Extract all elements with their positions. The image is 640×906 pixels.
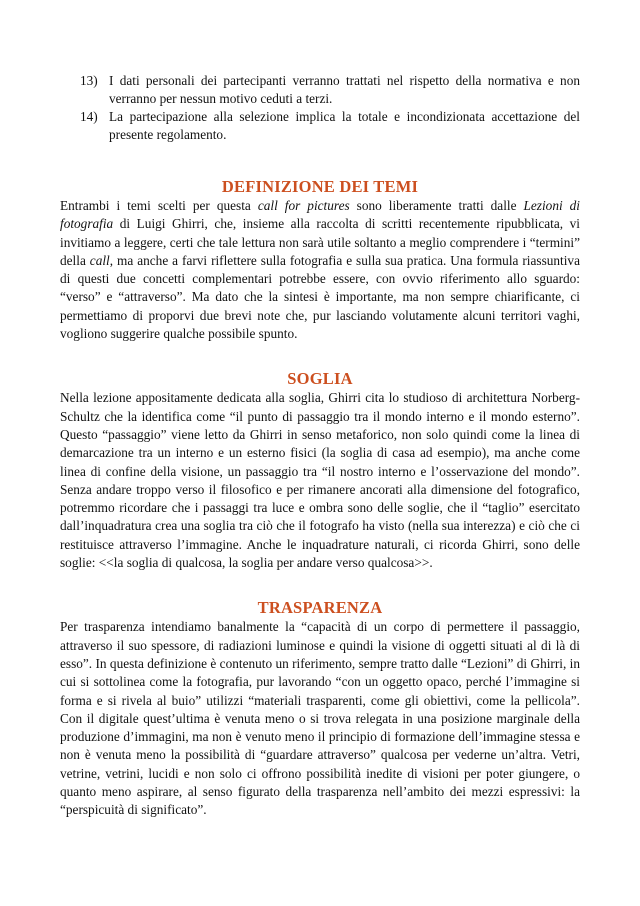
trasparenza-paragraph: Per trasparenza intendiamo banalmente la “capacità di un corpo di permettere il passaggio, attraverso il suo spessore, di radiazioni luminose e quindi la visione di oggetti situati al di là di esso”. In questa definizione è contenuto un riferimento, sempre tratto dalle “Lezioni” di Ghirri, in cui si sottolinea come la fotografia, pur lavorando “con un oggetto opaco, perché l’immagine si forma e si rivela al buio” utilizzi “materiali trasparenti, come gli obiettivi, come la pellicola”. Con il digitale quest’ultima è venuta meno o si trova relegata in una posizione marginale della produzione d’immagini, ma non è venuto meno il principio di formazione dell’immagine stessa e non è venuta meno la possibilità di “guardare attraverso” qualcosa per vederne un’altra. Vetri, vetrine, vetrini, lucidi e non solo ci offrono possibilità inedite di visioni per poter giungere, o quanto meno aspirare, al senso figurato della trasparenza nell’ambito dei mezzi espressivi: la “perspicuità di significato”. [60,619,580,818]
rules-list [60,72,580,144]
document-page [60,72,580,820]
definizione-paragraph [60,197,580,343]
italic-run: Lezioni di fotografia [60,198,581,232]
text-run: sono liberamente tratti dalle [349,198,524,213]
list-item-number: 14) [80,109,98,124]
text-run: di Luigi Ghirri, che, insieme alla raccolta di scritti recentemente ripubblicata, vi invitiamo a leggere, certi che tale lettura non sarà utile soltanto a meglio comprendere i “termini” della [60,216,580,268]
text-run: Entrambi i temi scelti per questa [60,198,258,213]
section-heading-soglia: SOGLIA [287,369,353,389]
list-item [60,108,580,144]
list-item-number: 13) [80,73,98,88]
text-run: , ma anche a farvi riflettere sulla fotografia e sulla sua pratica. Una formula riassuntiva di questi due concetti complementari potrebbe essere, con ovvio riferimento allo sguardo: “verso” e “attraverso”. Ma dato che la sintesi è importante, ma non sempre chiarificante, ci permettiamo di proporvi due brevi note che, pur lasciando volutamente alcuni territori vaghi, vogliono suggerire qualche possibile spunto. [60,252,580,342]
italic-run: call [89,252,110,268]
italic-run: call for pictures [257,198,350,213]
list-item-text: La partecipazione alla selezione implica la totale e incondizionata accettazione del presente regolamento. [109,109,580,142]
section-heading-definizione: DEFINIZIONE DEI TEMI [221,177,419,196]
list-item-text: I dati personali dei partecipanti verranno trattati nel rispetto della normativa e non verranno per nessun motivo ceduti a terzi. [109,73,580,106]
list-item [60,72,580,108]
soglia-paragraph: Nella lezione appositamente dedicata alla soglia, Ghirri cita lo studioso di architettura Norberg-Schultz che la identifica come “il punto di passaggio tra il mondo interno e il mondo esterno”. Questo “passaggio” viene letto da Ghirri in senso metaforico, non solo quindi come la linea di demarcazione tra un interno e un esterno fisici (la soglia di casa ad esempio), ma anche come linea di confine della visione, un passaggio tra “il nostro interno e l’osservazione del mondo”. Senza andare troppo verso il filosofico e per rimanere ancorati alla dimensione del fotografico, potremmo ricordare che i passaggi tra luce e ombra sono delle soglie, che il “taglio” esercitato dall’inquadratura crea una soglia tra ciò che il fotografo ha visto (nella sua interezza) e ciò che ci restituisce attraverso l’immagine. Anche le inquadrature naturali, ci ricorda Ghirri, sono delle soglie: <<la soglia di qualcosa, la soglia per andare verso qualcosa>>. [60,390,580,571]
section-heading-trasparenza: TRASPARENZA [257,598,383,618]
